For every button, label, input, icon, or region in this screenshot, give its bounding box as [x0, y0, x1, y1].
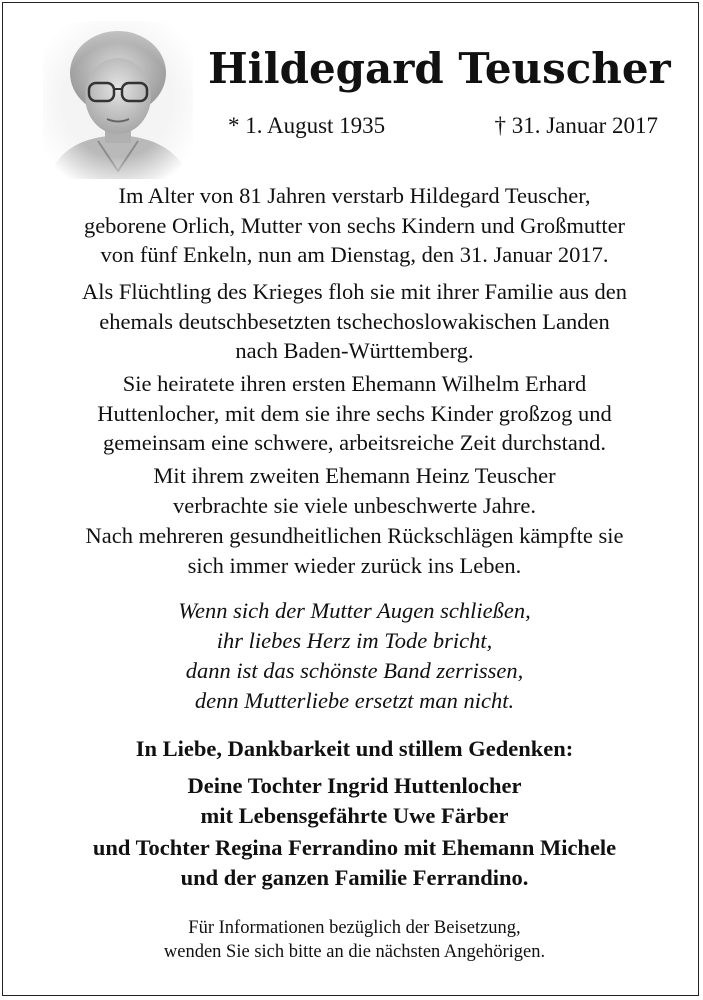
text-line: Mit ihrem zweiten Ehemann Heinz Teuscher	[153, 463, 556, 488]
poem-line: ihr liebes Herz im Tode bricht,	[216, 628, 493, 653]
text-line: nach Baden-Württemberg.	[235, 338, 474, 363]
death-date: † 31. Januar 2017	[494, 113, 658, 138]
obituary-notice	[2, 2, 699, 996]
mourner-line: mit Lebensgefährte Uwe Färber	[200, 803, 509, 828]
biography-paragraph-1	[23, 181, 686, 270]
mourner-line: und Tochter Regina Ferrandino mit Ehemann Michele	[92, 835, 617, 860]
mourner-line: Deine Tochter Ingrid Huttenlocher	[187, 773, 522, 798]
biography-paragraph-3	[23, 369, 686, 458]
biography-paragraph-5	[23, 521, 686, 580]
text-line: gemeinsam eine schwere, arbeitsreiche Zeit durchstand.	[103, 430, 606, 455]
info-line: wenden Sie sich bitte an die nächsten Angehörigen.	[163, 942, 546, 962]
text-line: Huttenlocher, mit dem sie ihre sechs Kinder großzog und	[97, 400, 612, 426]
text-line: verbrachte sie viele unbeschwerte Jahre.	[173, 492, 536, 518]
info-line: Für Informationen bezüglich der Beisetzung,	[188, 918, 521, 938]
text-line: Als Flüchtling des Krieges floh sie mit ihrer Familie aus den	[82, 279, 627, 304]
portrait-image	[43, 21, 193, 179]
burial-info	[23, 916, 686, 964]
mourners-group-2	[23, 833, 686, 893]
biography-paragraph-2	[23, 277, 686, 366]
life-dates	[228, 113, 658, 139]
closing-intro: In Liebe, Dankbarkeit und stillem Gedenken:	[135, 736, 574, 761]
text-line: Sie heiratete ihren ersten Ehemann Wilhelm Erhard	[122, 371, 587, 396]
text-line: Im Alter von 81 Jahren verstarb Hildegard Teuscher,	[118, 183, 591, 208]
text-line: von fünf Enkeln, nun am Dienstag, den 31. Januar 2017.	[100, 242, 609, 267]
poem-line: dann ist das schönste Band zerrissen,	[185, 658, 524, 683]
deceased-name: Hildegard Teuscher	[208, 44, 671, 93]
text-line: sich immer wieder zurück ins Leben.	[187, 552, 522, 578]
memorial-poem	[23, 596, 686, 716]
birth-date: * 1. August 1935	[228, 113, 386, 138]
portrait-photo	[43, 21, 193, 179]
text-line: ehemals deutschbesetzten tschechoslowakischen Landen	[99, 308, 610, 334]
mourner-line: und der ganzen Familie Ferrandino.	[180, 865, 529, 890]
poem-line: Wenn sich der Mutter Augen schließen,	[178, 598, 531, 623]
text-line: Nach mehreren gesundheitlichen Rückschlägen kämpfte sie	[85, 523, 624, 548]
text-line: geborene Orlich, Mutter von sechs Kindern und Großmutter	[83, 212, 626, 238]
mourners-group-1	[23, 771, 686, 831]
poem-line: denn Mutterliebe ersetzt man nicht.	[194, 688, 515, 713]
biography-paragraph-4	[23, 461, 686, 520]
